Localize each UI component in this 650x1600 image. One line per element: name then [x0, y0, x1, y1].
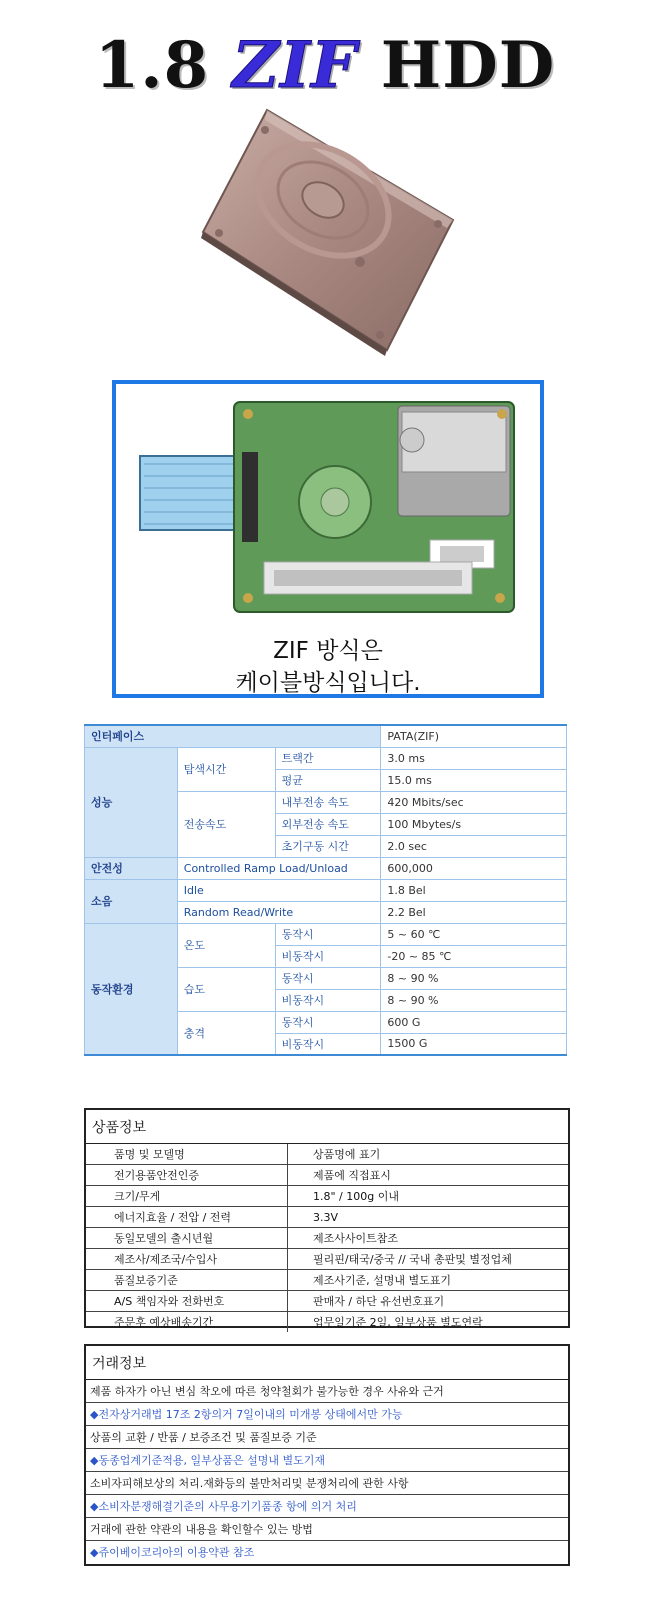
spec-label: 인터페이스 — [85, 725, 381, 747]
trade-info-question: 거래에 관한 약관의 내용을 확인할수 있는 방법 — [86, 1518, 568, 1541]
zif-board-panel — [112, 380, 544, 698]
spec-row — [85, 923, 567, 945]
spec-value: 600,000 — [381, 857, 567, 879]
trade-info-heading: 거래정보 — [86, 1346, 568, 1380]
spec-label: 비동작시 — [275, 945, 381, 967]
spec-group: 성능 — [85, 747, 178, 857]
product-info-heading: 상품정보 — [86, 1110, 568, 1144]
spec-row — [85, 747, 567, 769]
product-info-value: 판매자 / 하단 유선번호표기 — [313, 1295, 445, 1308]
spec-label: Idle — [177, 879, 381, 901]
product-info-value: 제조사사이트참조 — [313, 1232, 399, 1245]
spec-value: 3.0 ms — [381, 747, 567, 769]
zif-board-photo — [130, 394, 530, 624]
spec-value: 8 ~ 90 % — [381, 989, 567, 1011]
spec-subgroup: 전송속도 — [177, 791, 275, 857]
spec-label: 비동작시 — [275, 989, 381, 1011]
spec-value: -20 ~ 85 ℃ — [381, 945, 567, 967]
spec-value: PATA(ZIF) — [381, 725, 567, 747]
page-title — [0, 28, 650, 103]
trade-info-question: 제품 하자가 아닌 변심 착오에 따른 청약철회가 불가능한 경우 사유와 근거 — [86, 1380, 568, 1403]
title-size: 1.8 — [94, 28, 210, 103]
product-info-key: 품명 및 모델명 — [86, 1144, 288, 1164]
spec-value: 1500 G — [381, 1033, 567, 1055]
spec-row — [85, 857, 567, 879]
trade-info-table — [84, 1344, 570, 1566]
spec-label: Random Read/Write — [177, 901, 381, 923]
product-info-key: 품질보증기준 — [86, 1270, 288, 1290]
board-caption-line1: ZIF 방식은 — [273, 638, 383, 664]
product-info-row — [86, 1312, 568, 1332]
product-info-value: 제품에 직접표시 — [313, 1169, 391, 1182]
title-hdd: HDD — [380, 28, 556, 103]
product-info-row — [86, 1186, 568, 1207]
product-info-row — [86, 1228, 568, 1249]
spec-label: 동작시 — [275, 1011, 381, 1033]
spec-value: 15.0 ms — [381, 769, 567, 791]
spec-value: 100 Mbytes/s — [381, 813, 567, 835]
product-info-value: 제조사기준, 설명내 별도표기 — [313, 1274, 452, 1287]
spec-value: 600 G — [381, 1011, 567, 1033]
spec-value: 2.0 sec — [381, 835, 567, 857]
trade-info-question: 소비자피해보상의 처리.재화등의 불만처리및 분쟁처리에 관한 사항 — [86, 1472, 568, 1495]
product-info-key: 전기용품안전인증 — [86, 1165, 288, 1185]
product-info-key: 동일모델의 출시년월 — [86, 1228, 288, 1248]
spec-label: 외부전송 속도 — [275, 813, 381, 835]
spec-label: 동작시 — [275, 923, 381, 945]
product-info-row — [86, 1165, 568, 1186]
spec-subgroup: 습도 — [177, 967, 275, 1011]
product-info-row — [86, 1144, 568, 1165]
product-info-value: 3.3V — [313, 1210, 339, 1224]
spec-row — [85, 725, 567, 747]
product-info-row — [86, 1270, 568, 1291]
title-zif: ZIF — [232, 28, 358, 103]
spec-value: 8 ~ 90 % — [381, 967, 567, 989]
product-info-value: 상품명에 표기 — [313, 1148, 381, 1161]
spec-label: 내부전송 속도 — [275, 791, 381, 813]
spec-subgroup: 충격 — [177, 1011, 275, 1055]
trade-info-answer: ◆전자상거래법 17조 2항의거 7일이내의 미개봉 상태에서만 가능 — [86, 1403, 568, 1426]
spec-value: 5 ~ 60 ℃ — [381, 923, 567, 945]
spec-group: 동작환경 — [85, 923, 178, 1055]
product-info-row — [86, 1249, 568, 1270]
spec-label: 평균 — [275, 769, 381, 791]
product-info-value: 1.8" / 100g 이내 — [313, 1190, 399, 1203]
spec-subgroup: 온도 — [177, 923, 275, 967]
product-info-key: 제조사/제조국/수입사 — [86, 1249, 288, 1269]
product-info-row — [86, 1291, 568, 1312]
spec-label: 비동작시 — [275, 1033, 381, 1055]
product-info-row — [86, 1207, 568, 1228]
spec-label: 동작시 — [275, 967, 381, 989]
trade-info-answer: ◆쥬이베이코리아의 이용약관 참조 — [90, 1546, 255, 1559]
product-info-key: 에너지효율 / 전압 / 전력 — [86, 1207, 288, 1227]
spec-label: 초기구동 시간 — [275, 835, 381, 857]
spec-table — [84, 724, 567, 1056]
trade-info-answer: ◆소비자분쟁해결기준의 사무용기기품종 항에 의거 처리 — [86, 1495, 568, 1518]
spec-row — [85, 879, 567, 901]
product-info-value: 업무일기준 2일, 일부상품 별도연락 — [313, 1316, 483, 1329]
product-info-key: A/S 책임자와 전화번호 — [86, 1291, 288, 1311]
product-info-table — [84, 1108, 570, 1328]
board-caption-line2: 케이블방식입니다. — [235, 670, 421, 696]
product-info-value: 필리핀/태국/중국 // 국내 총판및 별정업체 — [313, 1253, 512, 1266]
spec-group: 안전성 — [85, 857, 178, 879]
spec-value: 2.2 Bel — [381, 901, 567, 923]
spec-value: 420 Mbits/sec — [381, 791, 567, 813]
spec-group: 소음 — [85, 879, 178, 923]
spec-value: 1.8 Bel — [381, 879, 567, 901]
spec-subgroup: 탐색시간 — [177, 747, 275, 791]
hdd-top-photo — [195, 100, 465, 360]
trade-info-question: 상품의 교환 / 반품 / 보증조건 및 품질보증 기준 — [86, 1426, 568, 1449]
spec-label: Controlled Ramp Load/Unload — [177, 857, 381, 879]
spec-label: 트랙간 — [275, 747, 381, 769]
product-info-key: 주문후 예상배송기간 — [86, 1312, 288, 1332]
trade-info-answer: ◆동종업계기준적용, 일부상품은 설명내 별도기재 — [86, 1449, 568, 1472]
product-info-key: 크기/무게 — [86, 1186, 288, 1206]
